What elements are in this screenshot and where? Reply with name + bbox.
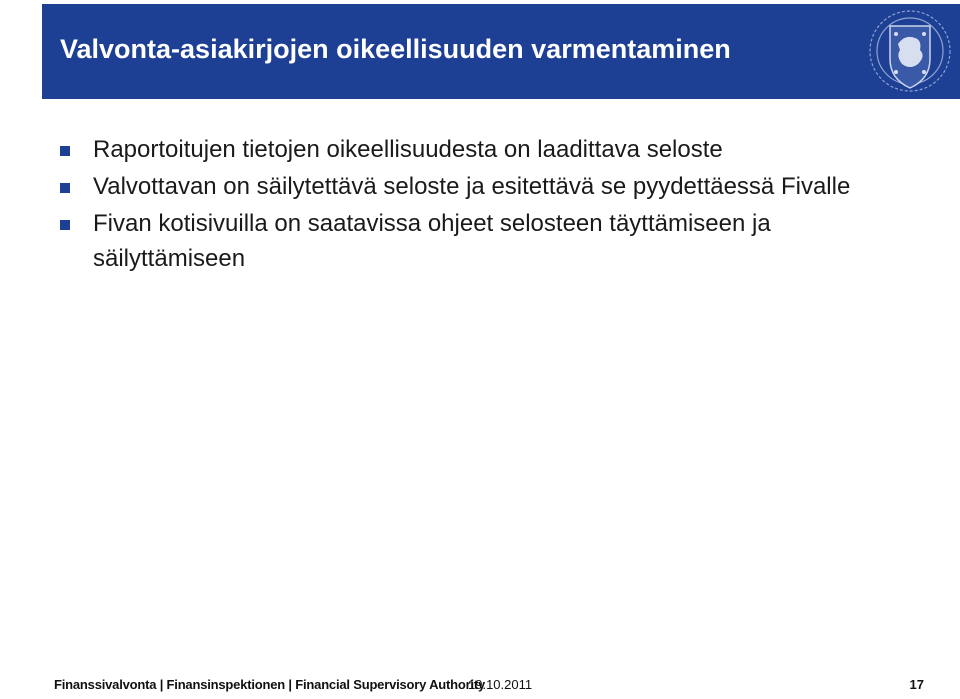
square-bullet-icon [60,220,70,230]
lion-emblem-icon [860,4,960,99]
page-number: 17 [909,677,924,692]
bullet-text: Valvottavan on säilytettävä seloste ja esitettävä se pyydettäessä Fivalle [93,173,851,200]
square-bullet-icon [60,146,70,156]
footer-organization: Finanssivalvonta | Finansinspektionen | Financial Supervisory Authority [54,677,486,692]
bullet-list [60,132,920,278]
bullet-item [60,169,920,204]
bullet-item [60,132,920,167]
square-bullet-icon [60,183,70,193]
bullet-text: Fivan kotisivuilla on saatavissa ohjeet selosteen täyttämiseen ja säilyttämiseen [93,210,771,272]
bullet-item [60,206,920,276]
bullet-text: Raportoitujen tietojen oikeellisuudesta on laadittava seloste [93,136,723,163]
footer [54,674,924,696]
footer-date: 19.10.2011 [468,677,533,692]
slide-title: Valvonta-asiakirjojen oikeellisuuden varmentaminen [60,34,731,64]
